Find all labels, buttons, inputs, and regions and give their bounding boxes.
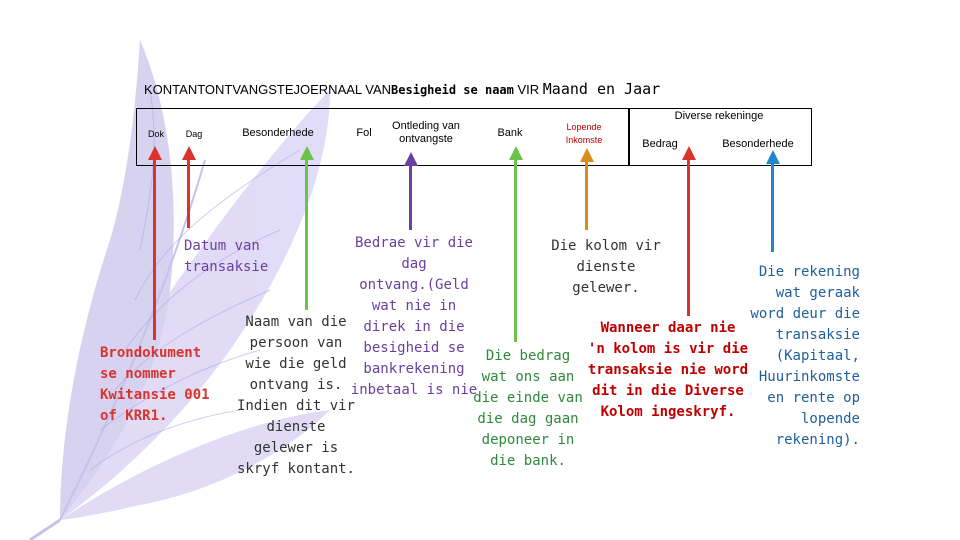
diverse-bedrag-pointer-line [687, 158, 690, 316]
header-bank: Bank [497, 127, 523, 139]
besonderhede-pointer-line [305, 158, 308, 310]
header-bedrag: Bedrag [642, 138, 678, 150]
dag-pointer-line [187, 158, 190, 228]
note-naam: Naam van die persoon van wie die geld ontvang is. Indien dit vir dienste gelewer is skryf kontant. [236, 314, 355, 477]
title-vir: VIR [513, 82, 543, 97]
header-fol: Fol [356, 127, 372, 139]
header-ontleding [374, 120, 478, 146]
diverse-besonderhede-pointer-line [771, 162, 774, 252]
title-journal-name: KONTANTONTVANGSTEJOERNAAL VAN [144, 82, 392, 97]
note-bedrae: Bedrae vir die dag ontvang.(Geld wat nie in direk in die besigheid se bankrekening inbetaal is nie [350, 235, 478, 398]
note-brondokument: Brondokument se nommer Kwitansie 001 of KRR1. [100, 345, 210, 424]
title-business-name: Besigheid se naam [391, 83, 514, 97]
header-dok: Dok [147, 129, 164, 139]
note-datum: Datum van transaksie [184, 238, 269, 275]
header-lopende-text: Lopende Inkomste [565, 122, 603, 145]
note-bedrag: Die bedrag wat ons aan die einde van die dag gaan deponeer in die bank. [473, 348, 583, 469]
header-dag: Dag [185, 129, 203, 139]
header-diverse: Diverse rekeninge [674, 110, 764, 122]
note-rekening: Die rekening wat geraak word deur die transaksie (Kapitaal, Huurinkomste en rente op lopende rekening). [750, 264, 860, 448]
note-kolom: Die kolom vir dienste gelewer. [551, 238, 661, 296]
header-diverse-besonderhede: Besonderhede [722, 138, 794, 150]
lopende-pointer-line [585, 160, 588, 230]
journal-title [144, 80, 660, 99]
header-ontleding-text: Ontleding van ontvangste [392, 120, 460, 145]
bank-pointer-line [514, 158, 517, 342]
header-besonderhede: Besonderhede [242, 127, 314, 139]
dok-pointer-line [153, 158, 156, 340]
header-lopende-inkomste [552, 121, 616, 147]
note-wanneer: Wanneer daar nie 'n kolom is vir die transaksie nie word dit in die Diverse Kolom ingeskryf. [587, 320, 749, 420]
ontleding-pointer-line [409, 164, 412, 230]
title-month-year: Maand en Jaar [542, 80, 661, 98]
